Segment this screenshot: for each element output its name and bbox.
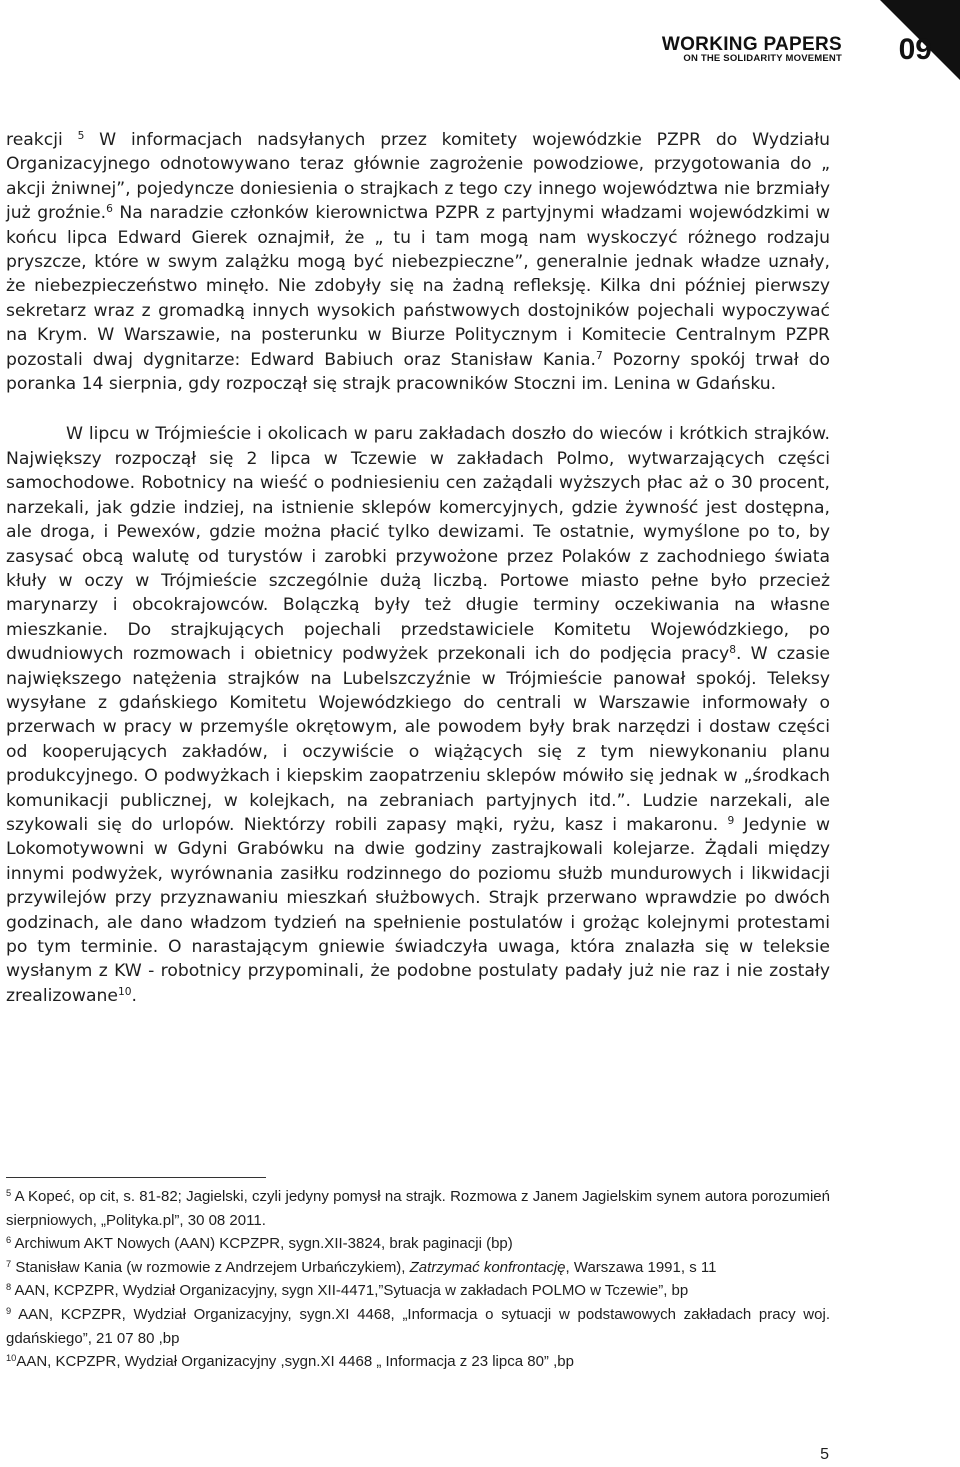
main-text [6, 128, 830, 1008]
text-run: AAN, KCPZPR, Wydział Organizacyjny, sygn XII-4471,”Sytuacja w zakładach POLMO w Tczewie”, bp [11, 1282, 689, 1300]
footnote-separator [6, 1177, 266, 1178]
series-title: WORKING PAPERS [661, 34, 842, 55]
text-run: A Kopeć, op cit, s. 81-82; Jagielski, czyli jedyny pomysł na strajk. Rozmowa z Janem Jagielskim synem autora porozumień sierpniowych, „Polityka.pl”, 30 08 2011. [6, 1188, 830, 1229]
text-run: reakcji [6, 130, 78, 150]
issue-number: 09 [898, 33, 932, 66]
text-run: AAN, KCPZPR, Wydział Organizacyjny ,sygn.XI 4468 „ Informacja z 23 lipca 80” ,bp [16, 1353, 574, 1371]
footnote-marker: 6 [106, 202, 113, 216]
footnote-marker: 5 [6, 1187, 12, 1198]
footnote-marker: 9 [6, 1305, 12, 1316]
text-run: . W czasie największego natężenia strajków na Lubelszczyźnie w Trójmieście panował spokój. Teleksy wysyłane z gdańskiego Komitetu Wojewódzkiego do centrali w Warszawie informowały o przerwach w pracy w przemyśle okrętowym, ale powodem były brak narzędzi i dostaw części od kooperujących zakładów, i oczywiście o wiążących się z tym niewykonaniu planu produkcyjnego. O podwyżkach i kiepskim zaopatrzeniu sklepów mówiło się jednak w „środkach komunikacji publicznej, w kolejkach, na zebraniach partyjnych itd.”. Ludzie narzekali, ale szykowali się do urlopów. Niektórzy robili zapasy mąki, ryżu, kasz i makaronu. [6, 644, 830, 835]
footnote [6, 1232, 830, 1256]
footnotes [6, 1185, 830, 1374]
text-run: Archiwum AKT Nowych (AAN) KCPZPR, sygn.XII-3824, brak paginacji (bp) [11, 1235, 513, 1253]
series-subtitle: ON THE SOLIDARITY MOVEMENT [683, 53, 842, 64]
text-run: AAN, KCPZPR, Wydział Organizacyjny, sygn.XI 4468, „Informacja o sytuacji w podstawowych zakładach pracy woj. gdańskiego”, 21 07 80 ,bp [6, 1305, 830, 1347]
footnote-marker: 7 [596, 348, 603, 362]
page-number: 5 [820, 1446, 829, 1463]
text-run: W informacjach nadsyłanych przez komitety wojewódzkie PZPR do Wydziału Organizacyjnego odnotowywano teraz głównie zagrożenie powodziowe, przygotowania do „ akcji żniwnej”, pojedyncze doniesienia o strajkach z tego czy innego województwa nie brzmiały już groźnie. [6, 130, 830, 224]
footnote [6, 1303, 830, 1350]
footnote [6, 1350, 830, 1374]
footnote-marker: 7 [6, 1258, 12, 1269]
footnote-marker: 8 [6, 1282, 12, 1293]
text-run: W lipcu w Trójmieście i okolicach w paru zakładach doszło do wieców i krótkich strajków. Największy rozpoczął się 2 lipca w Tczewie w zakładach Polmo, wytwarzających części samochodowe. Robotnicy na wieść o podniesieniu cen zażądali wyższych płac aż o 30 procent, narzekali, jak gdzie indziej, na istnienie sklepów komercyjnych, gdzie żywność jest dostępna, ale droga, i Pewexów, gdzie można płacić tylko dewizami. Te ostatnie, wymyślone po to, by zasysać obcą walutę od turystów i zarobki przywożone przez Polaków z zachodniego świata kłuły w oczy w Trójmieście szczególnie dużą liczbą. Portowe miasto pełne było przecież marynarzy i obcokrajowców. Bolączką były też długie terminy oczekiwania na własne mieszkanie. Do strajkujących pojechali przedstawiciele Komitetu Wojewódzkiego, po dwudniowych rozmowach i obietnicy podwyżek przekonali ich do podjęcia pracy [6, 424, 830, 665]
footnote-marker: 8 [729, 643, 736, 657]
series-header [662, 36, 842, 64]
footnote [6, 1279, 830, 1303]
text-run: Jedynie w Lokomotywowni w Gdyni Grabówku na dwie godziny zastrajkowali kolejarze. Żądali między innymi podwyżek, wyrównania zasiłku rodzinnego do poziomu służb mundurowych i likwidacji przywilejów przy przyznawaniu mieszkań służbowych. Strajk przerwano wprawdzie po dwóch godzinach, ale dano władzom tydzień na spełnienie postulatów i grożąc kolejnymi protestami po tym terminie. O narastającym gniewie świadczyła uwaga, która znalazła się w teleksie wysłanym z KW - robotnicy przypominali, że podobne postulaty padały już nie raz i nie zostały zrealizowane [6, 814, 830, 1006]
footnote-marker: 10 [117, 984, 132, 998]
footnote-marker: 5 [77, 129, 85, 143]
paragraph [6, 128, 830, 396]
text-run: Pozorny spokój trwał do poranka 14 sierpnia, gdy rozpoczął się strajk pracowników Stoczni im. Lenina w Gdańsku. [6, 349, 830, 395]
italic-title: Zatrzymać konfrontację [409, 1258, 566, 1276]
footnote-marker: 10 [6, 1353, 17, 1364]
footnote-marker: 6 [6, 1235, 12, 1246]
text-run: Stanisław Kania (w rozmowie z Andrzejem Urbańczykiem), [11, 1258, 410, 1276]
paragraph [6, 422, 830, 1008]
footnote [6, 1256, 830, 1280]
footnote [6, 1185, 830, 1232]
text-run: Na naradzie członków kierownictwa PZPR z partyjnymi władzami wojewódzkimi w końcu lipca Edward Gierek oznajmił, że „ tu i tam mogą nam wyskoczyć różnego rodzaju pryszcze, które w swym zalążku mogą być niebezpieczne”, generalnie jednak władze uznały, że niebezpieczeństwo minęło. Nie zdobyły się na żadną refleksję. Kilka dni później pierwszy sekretarz wraz z gromadką innych wysokich państwowych dostojników pojechali wypoczywać na Krym. W Warszawie, na posterunku w Biurze Politycznym i Komitecie Centralnym PZPR pozostali dwaj dygnitarze: Edward Babiuch oraz Stanisław Kania. [6, 203, 831, 370]
text-run: . [131, 985, 137, 1006]
footnote-marker: 9 [727, 814, 735, 828]
text-run: , Warszawa 1991, s 11 [565, 1258, 717, 1276]
